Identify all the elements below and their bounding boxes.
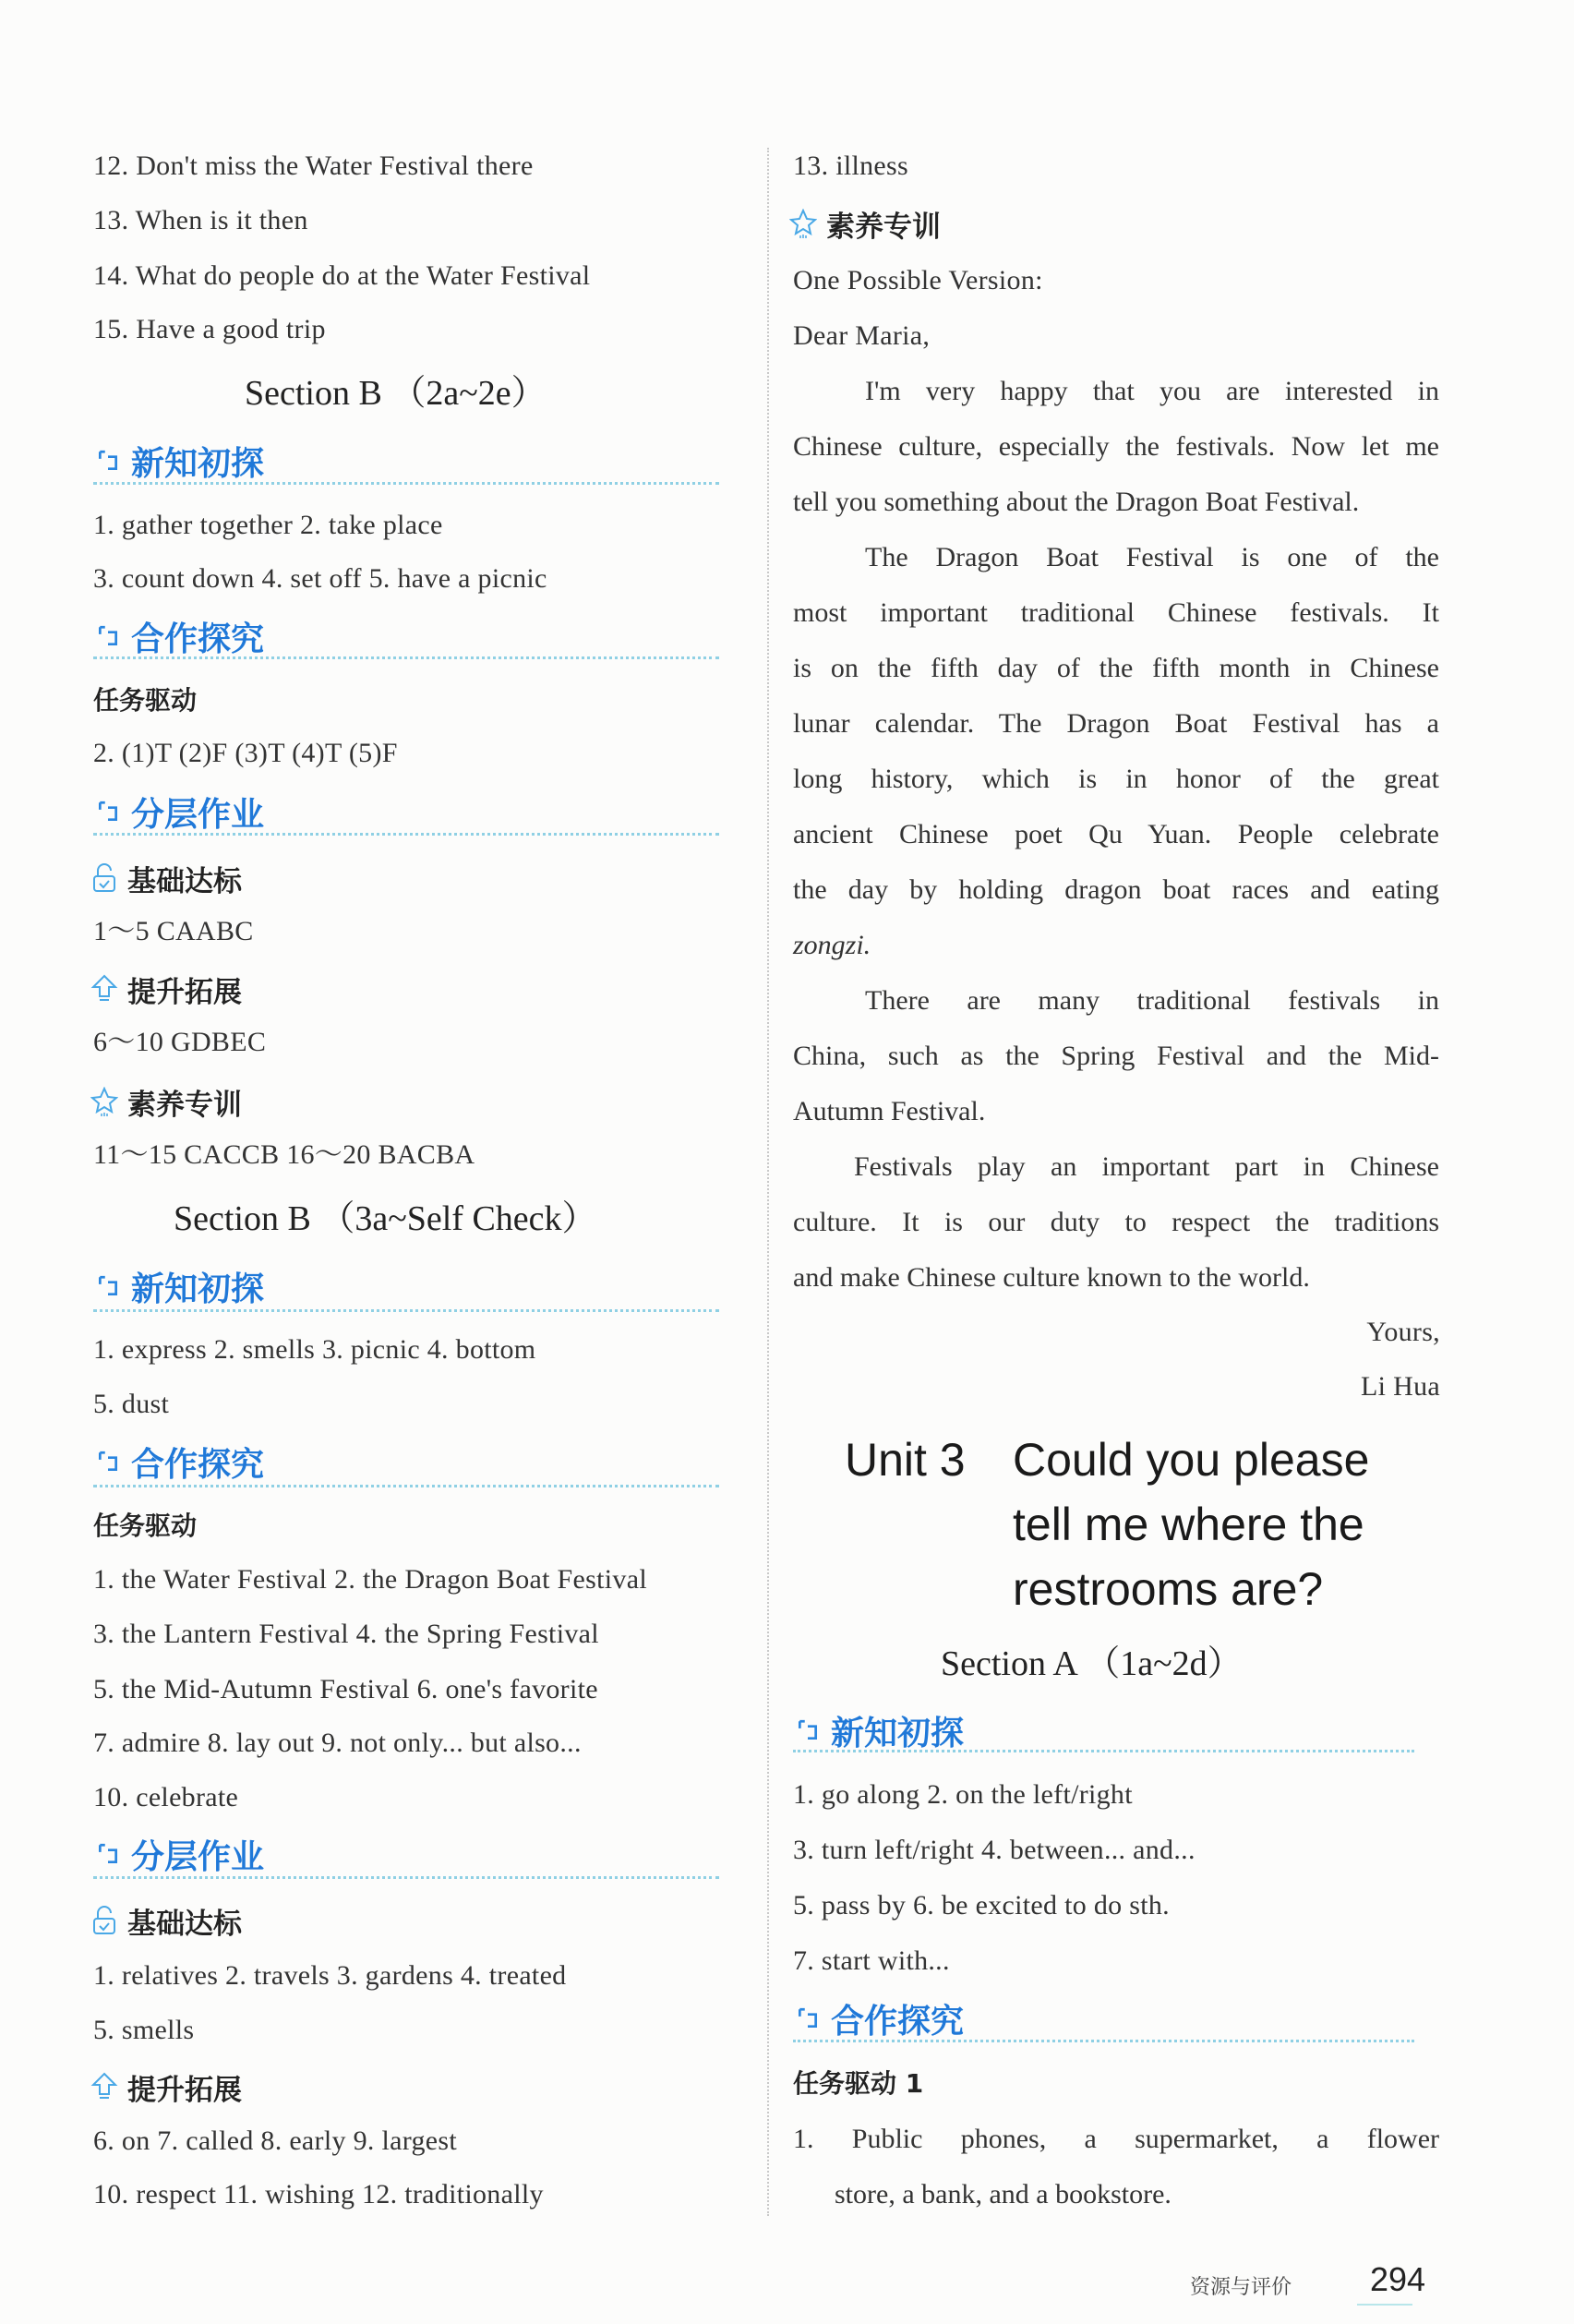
letter-line: most important traditional Chinese festivals. It	[793, 597, 1439, 628]
letter-line: culture. It is our duty to respect the traditions	[793, 1207, 1439, 1237]
answer-line: 1. gather together 2. take place	[93, 510, 443, 540]
letter-line: Chinese culture, especially the festivals. Now let me	[793, 431, 1439, 462]
answer-line: 11～15 CACCB 16～20 BACBA	[93, 1139, 475, 1170]
answer-line: 3. the Lantern Festival 4. the Spring Festival	[93, 1619, 599, 1649]
sub-tisheng	[90, 966, 242, 1012]
heading-rule	[93, 1309, 719, 1312]
heading-fenceng	[96, 1829, 264, 1879]
sub-label: 基础达标	[127, 1907, 242, 1941]
corner-icon	[96, 1842, 120, 1866]
letter-line: There are many traditional festivals in	[865, 985, 1439, 1016]
heading-hezuo	[96, 1437, 264, 1487]
task-label: 任务驱动	[93, 1511, 198, 1541]
letter-paragraph	[793, 973, 1439, 1139]
letter-line: China, such as the Spring Festival and the Mid-	[793, 1041, 1439, 1071]
answer-line: 1. go along 2. on the left/right	[793, 1779, 1133, 1810]
unit-label: Unit 3	[845, 1434, 966, 1486]
letter-line: the day by holding dragon boat races and eating	[793, 874, 1439, 905]
sub-label: 基础达标	[127, 864, 242, 898]
answer-paragraph	[793, 2112, 1439, 2222]
answer-line: 2. (1)T (2)F (3)T (4)T (5)F	[93, 738, 398, 768]
answer-line: 1. relatives 2. travels 3. gardens 4. treated	[93, 1960, 567, 1991]
answer-line: 7. start with...	[793, 1945, 950, 1976]
heading-rule	[93, 833, 719, 836]
letter-closing: Yours,	[1366, 1317, 1440, 1347]
answer-line: 1. express 2. smells 3. picnic 4. bottom	[93, 1334, 536, 1365]
answer-line: 5. pass by 6. be excited to do sth.	[793, 1890, 1170, 1921]
answer-line: 1. Public phones, a supermarket, a flower	[793, 2124, 1439, 2154]
answer-line: 5. smells	[93, 2015, 195, 2045]
corner-icon	[96, 449, 120, 473]
section-title: Section A （1a~2d）	[941, 1644, 1243, 1683]
letter-line: The Dragon Boat Festival is one of the	[865, 542, 1439, 572]
sub-jichu	[90, 1897, 242, 1944]
unit-title-line: tell me where the	[1013, 1499, 1364, 1550]
sub-tisheng	[90, 2064, 242, 2110]
answer-line: 12. Don't miss the Water Festival there	[93, 151, 534, 181]
answer-line: 10. celebrate	[93, 1782, 239, 1812]
answer-line: 3. count down 4. set off 5. have a picnic	[93, 563, 547, 594]
answer-line: 6～10 GDBEC	[93, 1027, 267, 1057]
heading-rule	[93, 1876, 719, 1879]
corner-icon	[96, 1450, 120, 1474]
heading-rule	[93, 482, 719, 485]
sub-label: 素养专训	[127, 1088, 242, 1122]
letter-paragraph	[793, 1139, 1439, 1306]
heading-label: 合作探究	[831, 2002, 965, 2041]
heading-label: 新知初探	[131, 1270, 265, 1308]
answer-line: 3. turn left/right 4. between... and...	[793, 1835, 1196, 1865]
answer-line: 1～5 CAABC	[93, 916, 254, 946]
sub-suyang	[90, 1078, 242, 1125]
sub-label: 提升拓展	[127, 2073, 242, 2107]
arrow-up-icon	[90, 2072, 118, 2101]
letter-line: Autumn Festival.	[793, 1096, 986, 1126]
answer-line: store, a bank, and a bookstore.	[835, 2179, 1171, 2210]
letter-line: lunar calendar. The Dragon Boat Festival has a	[793, 708, 1439, 739]
heading-fenceng	[96, 787, 264, 837]
answer-line: 13. illness	[793, 151, 908, 181]
heading-label: 分层作业	[131, 1837, 265, 1876]
page-number: 294	[1370, 2260, 1426, 2298]
sub-jichu	[90, 855, 242, 901]
task-label: 任务驱动 1	[793, 2068, 924, 2099]
sub-label: 素养专训	[826, 210, 941, 244]
heading-hezuo	[796, 1993, 964, 2043]
heading-xinzhi	[96, 1261, 264, 1311]
letter-line: ancient Chinese poet Qu Yuan. People celebrate	[793, 819, 1439, 849]
lock-icon	[90, 1906, 118, 1935]
answer-line: 5. dust	[93, 1389, 170, 1419]
answer-line: 13. When is it then	[93, 205, 308, 235]
letter-line: zongzi.	[793, 930, 871, 960]
answer-line: 14. What do people do at the Water Festival	[93, 260, 591, 291]
page-number-rule	[1357, 2304, 1412, 2306]
heading-rule	[93, 656, 719, 659]
heading-label: 合作探究	[131, 1445, 265, 1484]
corner-icon	[96, 1274, 120, 1298]
answer-line: 15. Have a good trip	[93, 314, 326, 344]
heading-rule	[93, 1485, 719, 1487]
star-icon	[90, 1087, 118, 1116]
lock-icon	[90, 863, 118, 893]
unit-title-line: Could you please	[1013, 1434, 1370, 1486]
heading-label: 新知初探	[831, 1714, 965, 1752]
column-divider	[767, 148, 769, 2216]
sub-suyang	[789, 200, 941, 247]
heading-hezuo	[96, 611, 264, 661]
corner-icon	[96, 624, 120, 648]
answer-line: 7. admire 8. lay out 9. not only... but also...	[93, 1728, 582, 1758]
corner-icon	[796, 1718, 820, 1742]
letter-paragraph	[793, 530, 1439, 973]
letter-line: Festivals play an important part in Chinese	[854, 1151, 1439, 1182]
corner-icon	[96, 800, 120, 824]
heading-rule	[793, 1750, 1414, 1752]
sub-label: 提升拓展	[127, 975, 242, 1009]
heading-label: 合作探究	[131, 620, 265, 658]
footer-book-title: 资源与评价	[1190, 2276, 1292, 2299]
section-title: Section B （3a~Self Check）	[174, 1199, 597, 1238]
letter-line: and make Chinese culture known to the world.	[793, 1262, 1310, 1293]
heading-label: 分层作业	[131, 795, 265, 834]
letter-line: I'm very happy that you are interested in	[865, 376, 1439, 406]
letter-line: is on the fifth day of the fifth month in Chinese	[793, 653, 1439, 683]
heading-xinzhi	[796, 1705, 964, 1755]
task-label: 任务驱动	[93, 685, 198, 716]
heading-xinzhi	[96, 436, 264, 486]
star-icon	[789, 209, 817, 238]
heading-label: 新知初探	[131, 444, 265, 483]
letter-line: tell you something about the Dragon Boat Festival.	[793, 487, 1360, 517]
answer-line: 5. the Mid-Autumn Festival 6. one's favorite	[93, 1674, 598, 1704]
section-title: Section B （2a~2e）	[245, 374, 547, 413]
version-label: One Possible Version:	[793, 265, 1043, 295]
heading-rule	[793, 2040, 1414, 2042]
unit-title-line: restrooms are?	[1013, 1563, 1324, 1615]
corner-icon	[796, 2006, 820, 2030]
letter-line: long history, which is in honor of the great	[793, 764, 1439, 794]
letter-paragraph	[793, 364, 1439, 530]
letter-signature: Li Hua	[1361, 1371, 1440, 1402]
letter-greeting: Dear Maria,	[793, 320, 931, 351]
answer-line: 1. the Water Festival 2. the Dragon Boat Festival	[93, 1564, 647, 1595]
answer-line: 6. on 7. called 8. early 9. largest	[93, 2125, 457, 2156]
answer-line: 10. respect 11. wishing 12. traditionally	[93, 2179, 544, 2210]
arrow-up-icon	[90, 974, 118, 1004]
